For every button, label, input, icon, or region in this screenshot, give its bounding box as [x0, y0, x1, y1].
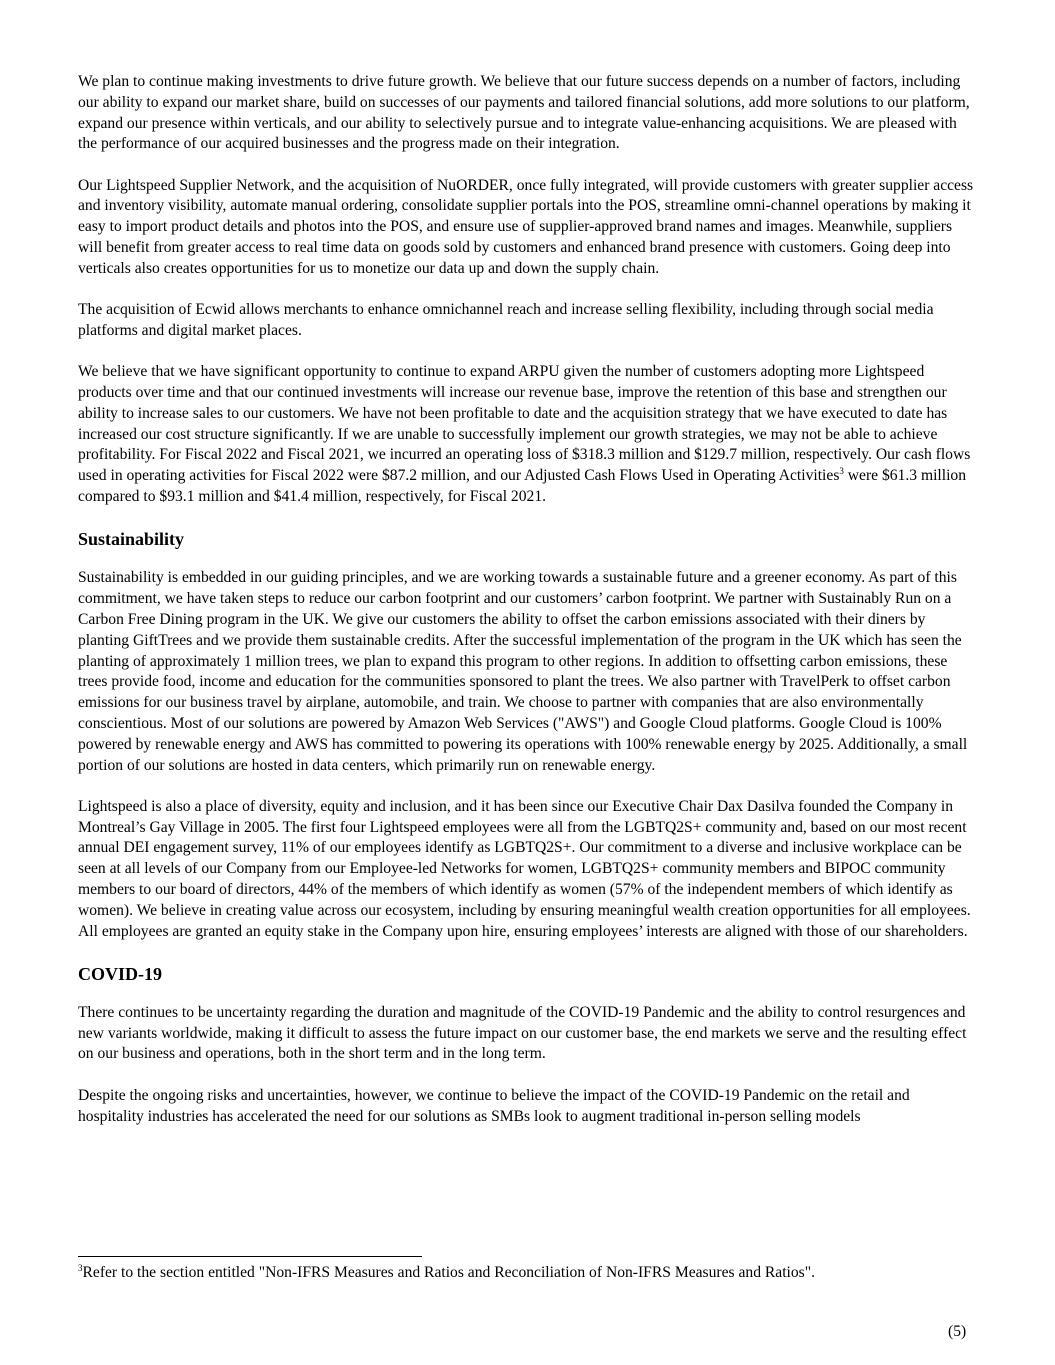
- footnote-text: Refer to the section entitled "Non-IFRS Measures and Ratios and Reconciliation of Non-IFRS Measures and Ratios".: [82, 1264, 816, 1281]
- document-body: [78, 72, 978, 1148]
- paragraph-diversity: Lightspeed is also a place of diversity, equity and inclusion, and it has been since our Executive Chair Dax Dasilva founded the Company in Montreal’s Gay Village in 2005. The first four Lightspeed employees were all from the LGBTQ2S+ community and, based on our most recent annual DEI engagement survey, 11% of our employees identify as LGBTQ2S+. Our commitment to a diverse and inclusive workplace can be seen at all levels of our Company from our Employee-led Networks for women, LGBTQ2S+ community members and BIPOC community members to our board of directors, 44% of the members of which identify as women (57% of the independent members of which identify as women). We believe in creating value across our ecosystem, including by ensuring meaningful wealth creation opportunities for all employees. All employees are granted an equity stake in the Company upon hire, ensuring employees’ interests are aligned with those of our shareholders.: [78, 797, 971, 940]
- paragraph-supplier-network: Our Lightspeed Supplier Network, and the acquisition of NuORDER, once fully integrated, will provide customers with greater supplier access and inventory visibility, automate manual ordering, consolidate supplier portals into the POS, streamline omni-channel operations by making it easy to import product details and photos into the POS, and ensure use of supplier-approved brand names and images. Meanwhile, suppliers will benefit from greater access to real time data on goods sold by customers and enhanced brand presence with customers. Going deep into verticals also creates opportunities for us to monetize our data up and down the supply chain.: [78, 176, 974, 277]
- footnote-divider: [78, 1256, 422, 1257]
- covid-heading: COVID-19: [78, 963, 162, 984]
- arpu-text-after: were $61.3 million compared to $93.1 million and $41.4 million, respectively, for Fiscal 2021.: [78, 467, 967, 506]
- paragraph-sustainability: Sustainability is embedded in our guiding principles, and we are working towards a sustainable future and a greener economy. As part of this commitment, we have taken steps to reduce our carbon footprint and our customers’ carbon footprint. We partner with Sustainably Run on a Carbon Free Dining program in the UK. We give our customers the ability to offset the carbon emissions associated with their diners by planting GiftTrees and we provide them sustainable credits. After the successful implementation of the program in the UK which has seen the planting of approximately 1 million trees, we plan to expand this program to other regions. In addition to offsetting carbon emissions, these trees provide food, income and education for the communities sponsored to plant the trees. We also partner with TravelPerk to offset carbon emissions for our business travel by airplane, automobile, and train. We choose to partner with companies that are also environmentally conscientious. Most of our solutions are powered by Amazon Web Services ("AWS") and Google Cloud platforms. Google Cloud is 100% powered by renewable energy and AWS has committed to powering its operations with 100% renewable energy by 2025. Additionally, a small portion of our solutions are hosted in data centers, which primarily run on renewable energy.: [78, 569, 968, 774]
- paragraph-covid-impact: Despite the ongoing risks and uncertainties, however, we continue to believe the impact of the COVID-19 Pandemic on the retail and hospitality industries has accelerated the need for our solutions as SMBs look to augment traditional in-person selling models: [78, 1086, 910, 1125]
- paragraph-covid-uncertainty: There continues to be uncertainty regarding the duration and magnitude of the COVID-19 Pandemic and the ability to control resurgences and new variants worldwide, making it difficult to assess the future impact on our customer base, the end markets we serve and the resulting effect on our business and operations, both in the short term and in the long term.: [78, 1003, 967, 1063]
- paragraph-ecwid: The acquisition of Ecwid allows merchants to enhance omnichannel reach and increase selling flexibility, including through social media platforms and digital market places.: [78, 301, 934, 339]
- sustainability-heading: Sustainability: [78, 529, 185, 550]
- footnote: [78, 1263, 978, 1283]
- footnote-reference[interactable]: 3: [839, 466, 844, 477]
- paragraph-arpu: [78, 362, 978, 508]
- footnote-marker: 3: [78, 1263, 83, 1273]
- arpu-text-before: We believe that we have significant opportunity to continue to expand ARPU given the number of customers adopting more Lightspeed products over time and that our continued investments will increase our revenue base, improve the retention of this base and strengthen our ability to increase sales to our customers. We have not been profitable to date and the acquisition strategy that we have executed to date has increased our cost structure significantly. If we are unable to successfully implement our growth strategies, we may not be able to achieve profitability. For Fiscal 2022 and Fiscal 2021, we incurred an operating loss of $318.3 million and $129.7 million, respectively. Our cash flows used in operating activities for Fiscal 2022 were $87.2 million, and our Adjusted Cash Flows Used in Operating Activities: [78, 363, 971, 485]
- paragraph-growth: We plan to continue making investments to drive future growth. We believe that our future success depends on a number of factors, including our ability to expand our market share, build on successes of our payments and tailored financial solutions, add more solutions to our platform, expand our presence within verticals, and our ability to selectively pursue and to integrate value-enhancing acquisitions. We are pleased with the performance of our acquired businesses and the progress made on their integration.: [78, 73, 970, 153]
- page-number: (5): [948, 1323, 967, 1340]
